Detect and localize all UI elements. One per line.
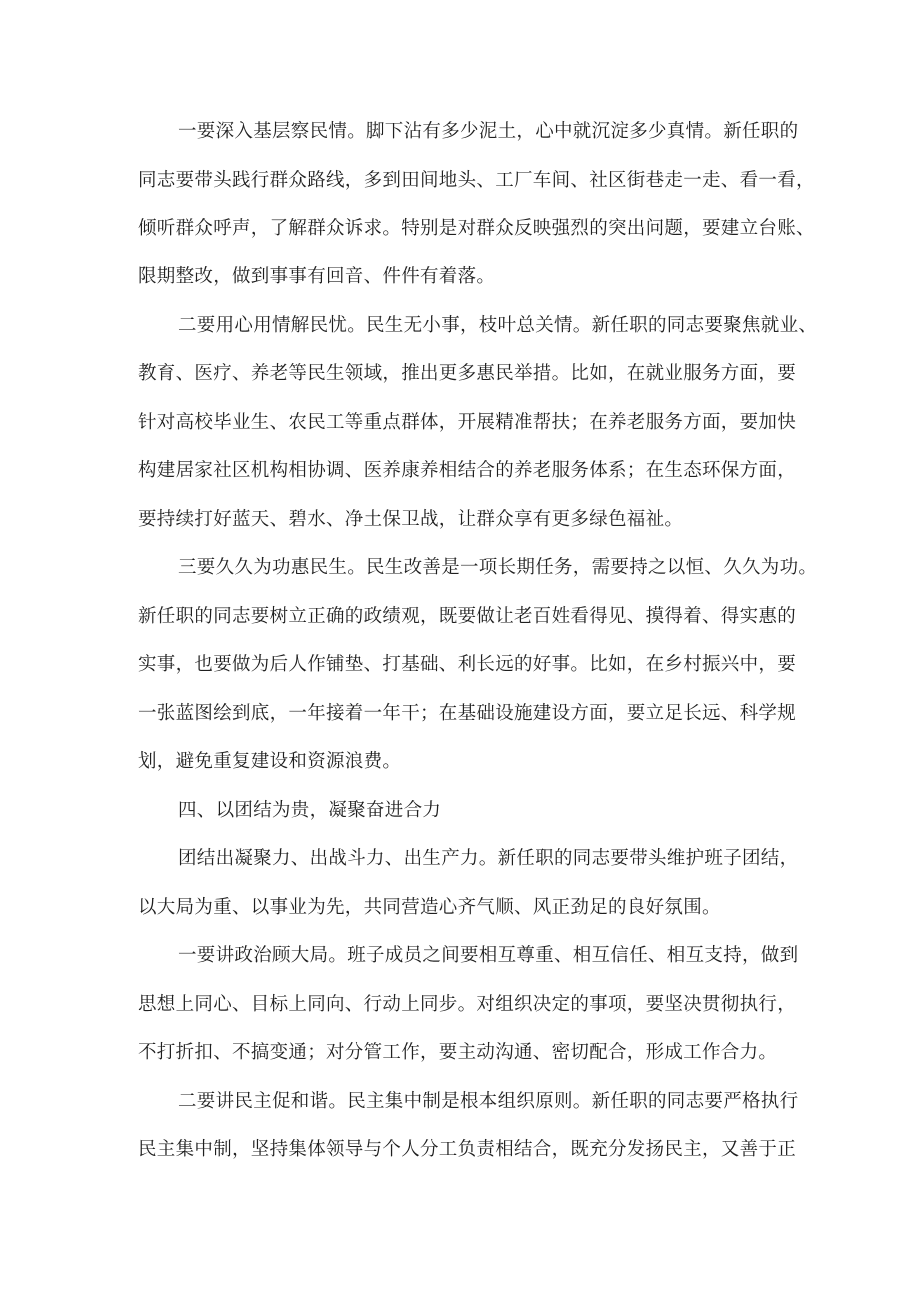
paragraph-5-line-1: 团结出凝聚力、出战斗力、出生产力。新任职的同志要带头维护班子团结， bbox=[178, 848, 799, 869]
paragraph-6-line-2: 思想上同心、目标上同向、行动上同步。对组织决定的事项，要坚决贯彻执行， bbox=[138, 994, 797, 1015]
paragraph-2-line-3: 针对高校毕业生、农民工等重点群体，开展精准帮扶；在养老服务方面，要加快 bbox=[138, 412, 797, 433]
section-heading-4: 四、以团结为贵，凝聚奋进合力 bbox=[178, 800, 442, 821]
paragraph-1-line-1: 一要深入基层察民情。脚下沾有多少泥土，心中就沉淀多少真情。新任职的 bbox=[178, 121, 799, 142]
paragraph-1-line-3: 倾听群众呼声，了解群众诉求。特别是对群众反映强烈的突出问题，要建立台账、 bbox=[138, 218, 815, 239]
paragraph-7-line-1: 二要讲民主促和谐。民主集中制是根本组织原则。新任职的同志要严格执行 bbox=[178, 1091, 799, 1112]
paragraph-3-line-3: 实事，也要做为后人作铺垫、打基础、利长远的好事。比如，在乡村振兴中，要 bbox=[138, 654, 797, 675]
paragraph-5-line-2: 以大局为重、以事业为先，共同营造心齐气顺、风正劲足的良好氛围。 bbox=[138, 897, 721, 918]
paragraph-3-line-1: 三要久久为功惠民生。民生改善是一项长期任务，需要持之以恒、久久为功。 bbox=[178, 557, 818, 578]
paragraph-6-line-3: 不打折扣、不搞变通；对分管工作，要主动沟通、密切配合，形成工作合力。 bbox=[138, 1042, 778, 1063]
paragraph-2-line-1: 二要用心用情解民忧。民生无小事，枝叶总关情。新任职的同志要聚焦就业、 bbox=[178, 315, 818, 336]
paragraph-2-line-4: 构建居家社区机构相协调、医养康养相结合的养老服务体系；在生态环保方面， bbox=[138, 460, 797, 481]
paragraph-3-line-5: 划，避免重复建设和资源浪费。 bbox=[138, 751, 402, 772]
paragraph-7-line-2: 民主集中制，坚持集体领导与个人分工负责相结合，既充分发扬民主，又善于正 bbox=[138, 1139, 797, 1160]
paragraph-2-line-2: 教育、医疗、养老等民生领域，推出更多惠民举措。比如，在就业服务方面，要 bbox=[138, 363, 797, 384]
paragraph-3-line-4: 一张蓝图绘到底，一年接着一年干；在基础设施建设方面，要立足长远、科学规 bbox=[138, 703, 797, 724]
paragraph-1-line-4: 限期整改，做到事事有回音、件件有着落。 bbox=[138, 266, 496, 287]
paragraph-2-line-5: 要持续打好蓝天、碧水、净土保卫战，让群众享有更多绿色福祉。 bbox=[138, 509, 684, 530]
paragraph-6-line-1: 一要讲政治顾大局。班子成员之间要相互尊重、相互信任、相互支持，做到 bbox=[178, 945, 799, 966]
paragraph-3-line-2: 新任职的同志要树立正确的政绩观，既要做让老百姓看得见、摸得着、得实惠的 bbox=[138, 606, 797, 627]
paragraph-1-line-2: 同志要带头践行群众路线，多到田间地头、工厂车间、社区街巷走一走、看一看， bbox=[138, 170, 815, 191]
